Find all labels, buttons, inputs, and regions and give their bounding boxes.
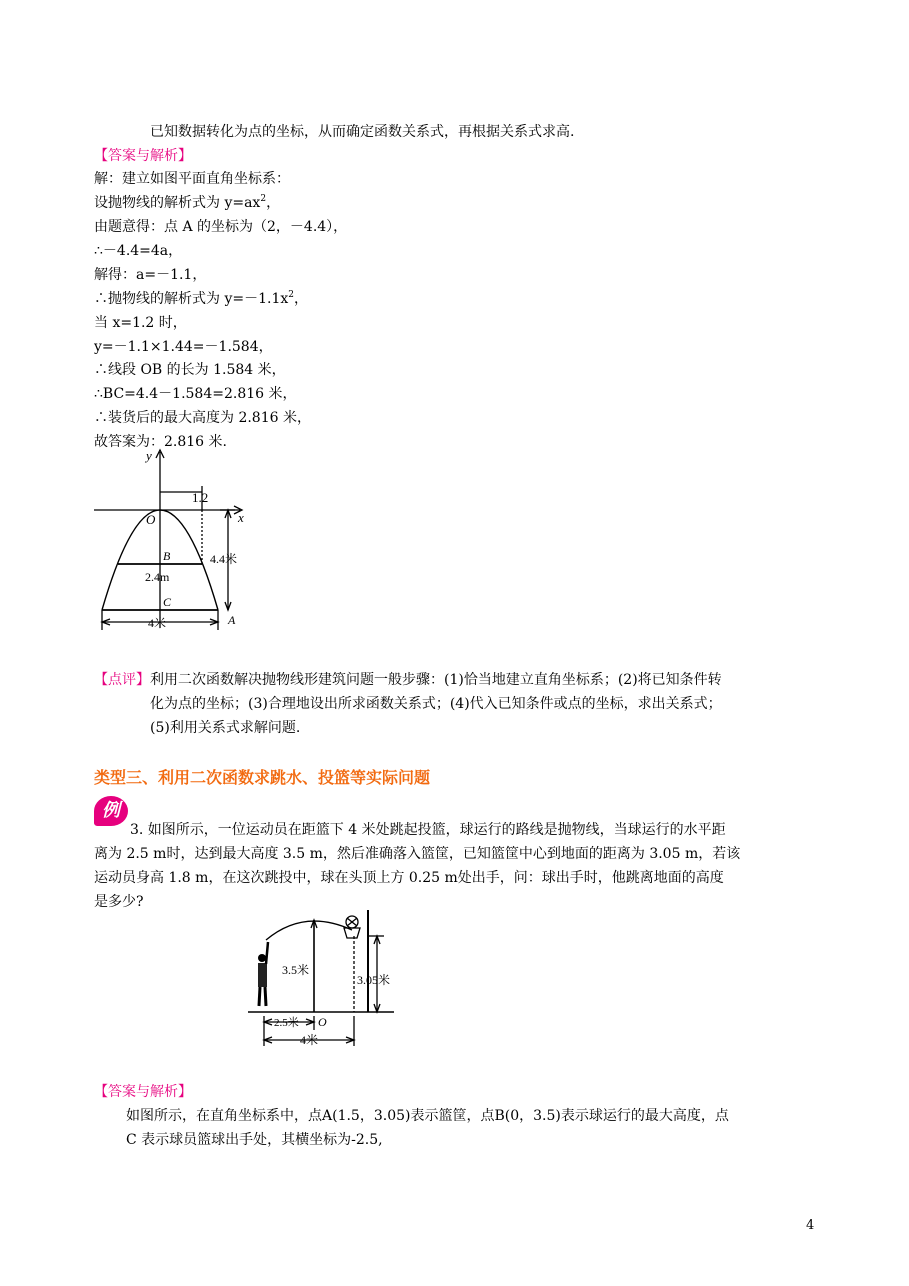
answer-line: C 表示球员篮球出手处，其横坐标为-2.5,	[126, 1132, 383, 1148]
comment-line: (5)利用关系式求解问题.	[150, 720, 301, 736]
example-badge: 例	[94, 796, 128, 826]
text-segment: ∴抛物线的解析式为 y=－1.1x	[94, 291, 289, 307]
dist-label-4: 4米	[300, 1033, 319, 1047]
solution-line: 解得：a=－1.1，	[94, 267, 207, 283]
example-line: 离为 2.5 m时，达到最大高度 3.5 m，然后准确落入篮筐，已知篮筐中心到地面的距离为 3.05 m，若该	[94, 846, 741, 862]
intro-line: 已知数据转化为点的坐标，从而确定函数关系式，再根据关系式求高.	[150, 124, 575, 140]
answer-header: 【答案与解析】	[94, 148, 192, 164]
section-title: 类型三、利用二次函数求跳水、投篮等实际问题	[94, 768, 431, 787]
height-label-3-5: 3.5米	[282, 963, 310, 977]
point-a-label: A	[228, 613, 236, 627]
parabola-figure	[90, 448, 260, 638]
comment-line: 化为点的坐标；(3)合理地设出所求函数关系式；(4)代入已知条件或点的坐标，求出关系式；	[150, 696, 722, 712]
dist-label-2-5: 2.5米	[274, 1017, 299, 1029]
comment-label: 【点评】	[94, 672, 150, 688]
example-line: 3. 如图所示，一位运动员在距篮下 4 米处跳起投篮，球运行的路线是抛物线，当球运行的水平距	[130, 822, 726, 838]
solution-line: 当 x=1.2 时，	[94, 315, 187, 331]
x-axis-label: x	[238, 510, 244, 525]
dim-label-2-4m: 2.4m	[145, 570, 170, 584]
dim-label-4-4: 4.4米	[210, 552, 238, 566]
answer-header: 【答案与解析】	[94, 1084, 192, 1100]
solution-line: 故答案为：2.816 米.	[94, 434, 227, 450]
basketball-figure	[244, 906, 404, 1050]
point-c-label: C	[163, 595, 172, 609]
solution-line: 解：建立如图平面直角坐标系：	[94, 171, 290, 187]
height-label-3-05: 3.05米	[357, 973, 391, 987]
example-line: 运动员身高 1.8 m，在这次跳投中，球在头顶上方 0.25 m处出手，问：球出手时，他跳离地面的高度	[94, 870, 724, 886]
superscript: 2	[288, 290, 294, 300]
solution-line: y=－1.1×1.44=－1.584，	[94, 339, 273, 355]
text-segment: ，	[266, 195, 281, 211]
origin-label: O	[318, 1015, 327, 1029]
player-icon	[258, 942, 268, 1006]
comment-line	[94, 670, 722, 690]
text-segment: ，	[293, 291, 308, 307]
text-segment: 设抛物线的解析式为 y=ax	[94, 195, 261, 211]
solution-line: ∴装货后的最大高度为 2.816 米，	[94, 410, 311, 426]
superscript: 2	[260, 194, 267, 204]
origin-label: O	[146, 512, 156, 527]
solution-line	[94, 289, 308, 309]
dim-label-4: 4米	[148, 616, 167, 630]
y-axis-label: y	[146, 448, 152, 463]
example-line: 是多少?	[94, 894, 144, 910]
point-b-label: B	[163, 549, 171, 563]
solution-line	[94, 193, 280, 213]
solution-line: 由题意得：点 A 的坐标为（2，－4.4），	[94, 219, 348, 235]
solution-line: ∴BC=4.4－1.584=2.816 米，	[94, 386, 297, 402]
dim-label-1-2: 1.2	[192, 490, 209, 505]
page-number: 4	[806, 1218, 815, 1233]
solution-line: ∴－4.4=4a，	[94, 243, 183, 259]
solution-line: ∴线段 OB 的长为 1.584 米，	[94, 362, 286, 378]
answer-line: 如图所示，在直角坐标系中，点A(1.5，3.05)表示篮筐，点B(0，3.5)表示球运行的最大高度，点	[126, 1108, 729, 1124]
comment-text: 利用二次函数解决抛物线形建筑问题一般步骤：(1)恰当地建立直角坐标系；(2)将已知条件转	[150, 672, 722, 688]
